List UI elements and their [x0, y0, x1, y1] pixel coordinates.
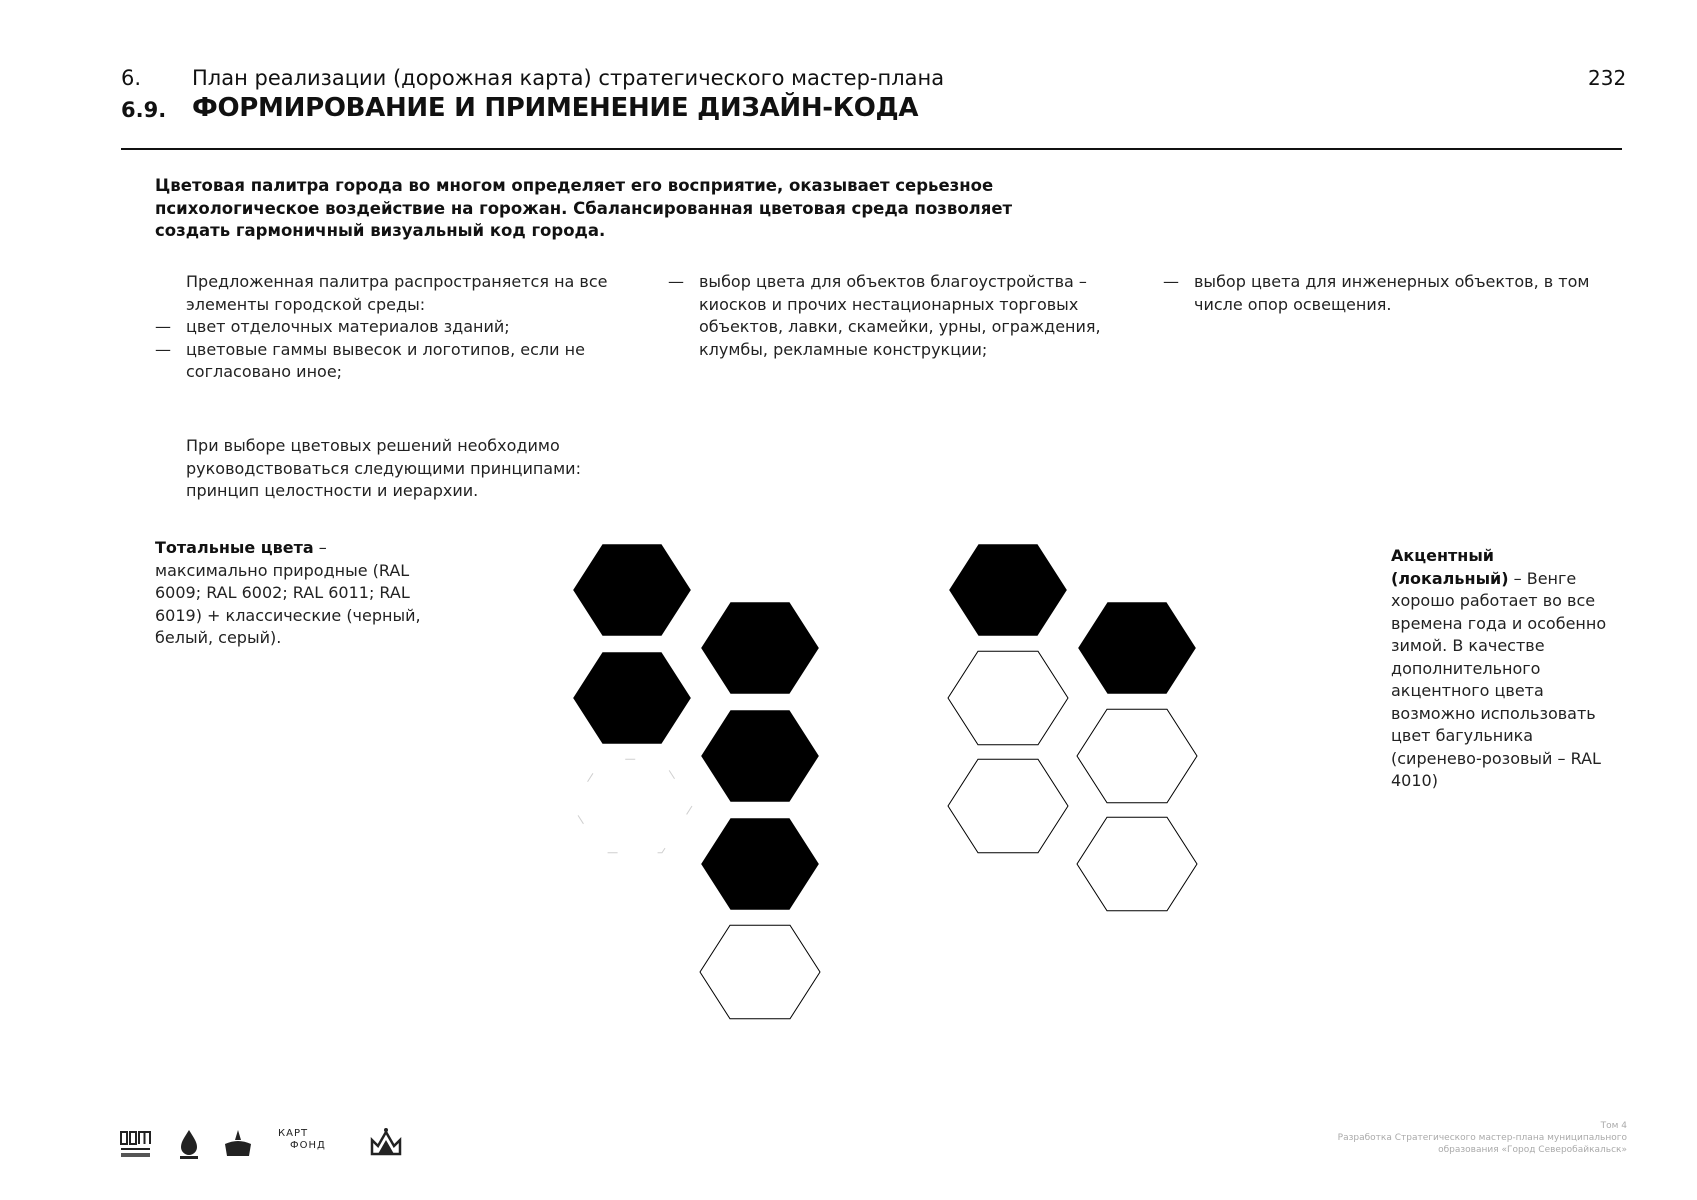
section-title: План реализации (дорожная карта) стратегического мастер-плана	[192, 66, 945, 90]
footer-line-1: Том 4	[1600, 1121, 1627, 1131]
footer-line-3: образования «Город Северобайкальск»	[1438, 1145, 1627, 1155]
accent-hex-4	[1077, 709, 1197, 803]
drop-logo-icon	[178, 1128, 200, 1164]
total-hex-1	[572, 543, 692, 637]
subsection-number: 6.9.	[121, 98, 167, 122]
total-hex-7	[700, 925, 820, 1019]
intro-paragraph: Цветовая палитра города во многом определяет его восприятие, оказывает серьезное психологическое воздействие на горожан. Сбалансированная цветовая среда позволяет создать гармоничный визуальный код города.	[155, 176, 1013, 240]
footer-line-2: Разработка Стратегического мастер-плана муниципального	[1337, 1133, 1627, 1143]
col3-item-1: — выбор цвета для инженерных объектов, в том числе опор освещения.	[1163, 271, 1613, 316]
accent-hex-1	[948, 543, 1068, 637]
col2-item-1: — выбор цвета для объектов благоустройства – киосков и прочих нестационарных торговых объектов, лавки, скамейки, урны, ограждения, клумбы, рекламные конструкции;	[668, 271, 1108, 361]
principles-paragraph: При выборе цветовых решений необходимо руководствоваться следующими принципами: принцип целостности и иерархии.	[186, 436, 581, 500]
col1-item-2: — цветовые гаммы вывесок и логотипов, если не согласовано иное;	[155, 339, 625, 384]
accent-hex-6	[1077, 817, 1197, 911]
section-number: 6.	[121, 66, 142, 90]
kart-line-1: КАРТ	[278, 1128, 309, 1139]
page-number: 232	[1588, 66, 1627, 90]
accent-colors-palette	[948, 543, 1197, 911]
subsection-title: ФОРМИРОВАНИЕ И ПРИМЕНЕНИЕ ДИЗАЙН-КОДА	[192, 93, 919, 123]
accent-hex-5	[948, 759, 1068, 853]
accent-colors-text: – Венге хорошо работает во все времена года и особенно зимой. В качестве дополнительного акцентного цвета возможно использовать цвет багульника (сиренево-розовый – RAL 4010)	[1391, 568, 1607, 790]
col1-lead: Предложенная палитра распространяется на все элементы городской среды:	[186, 272, 608, 314]
col1-item-1: — цвет отделочных материалов зданий;	[155, 316, 625, 339]
total-hex-3	[572, 651, 692, 745]
total-hex-6	[572, 759, 692, 853]
boat-logo-icon	[223, 1128, 253, 1164]
accent-colors-title: Акцентный (локальный)	[1391, 546, 1509, 588]
crown-logo-icon	[368, 1126, 404, 1164]
total-colors-text: – максимально природные (RAL 6009; RAL 6002; RAL 6011; RAL 6019) + классические (черный, белый, серый).	[155, 538, 421, 647]
total-hex-4	[700, 709, 820, 803]
total-colors-palette	[572, 543, 820, 1019]
accent-hex-3	[948, 651, 1068, 745]
total-colors-title: Тотальные цвета	[155, 538, 314, 557]
ddm-logo-icon	[120, 1130, 152, 1164]
footer-credits	[1207, 1120, 1627, 1156]
total-hex-5	[700, 817, 820, 911]
accent-hex-2	[1077, 601, 1197, 695]
total-hex-2	[700, 601, 820, 695]
kart-line-2: ФОНД	[290, 1140, 326, 1151]
kart-fond-logo-icon	[278, 1128, 326, 1152]
